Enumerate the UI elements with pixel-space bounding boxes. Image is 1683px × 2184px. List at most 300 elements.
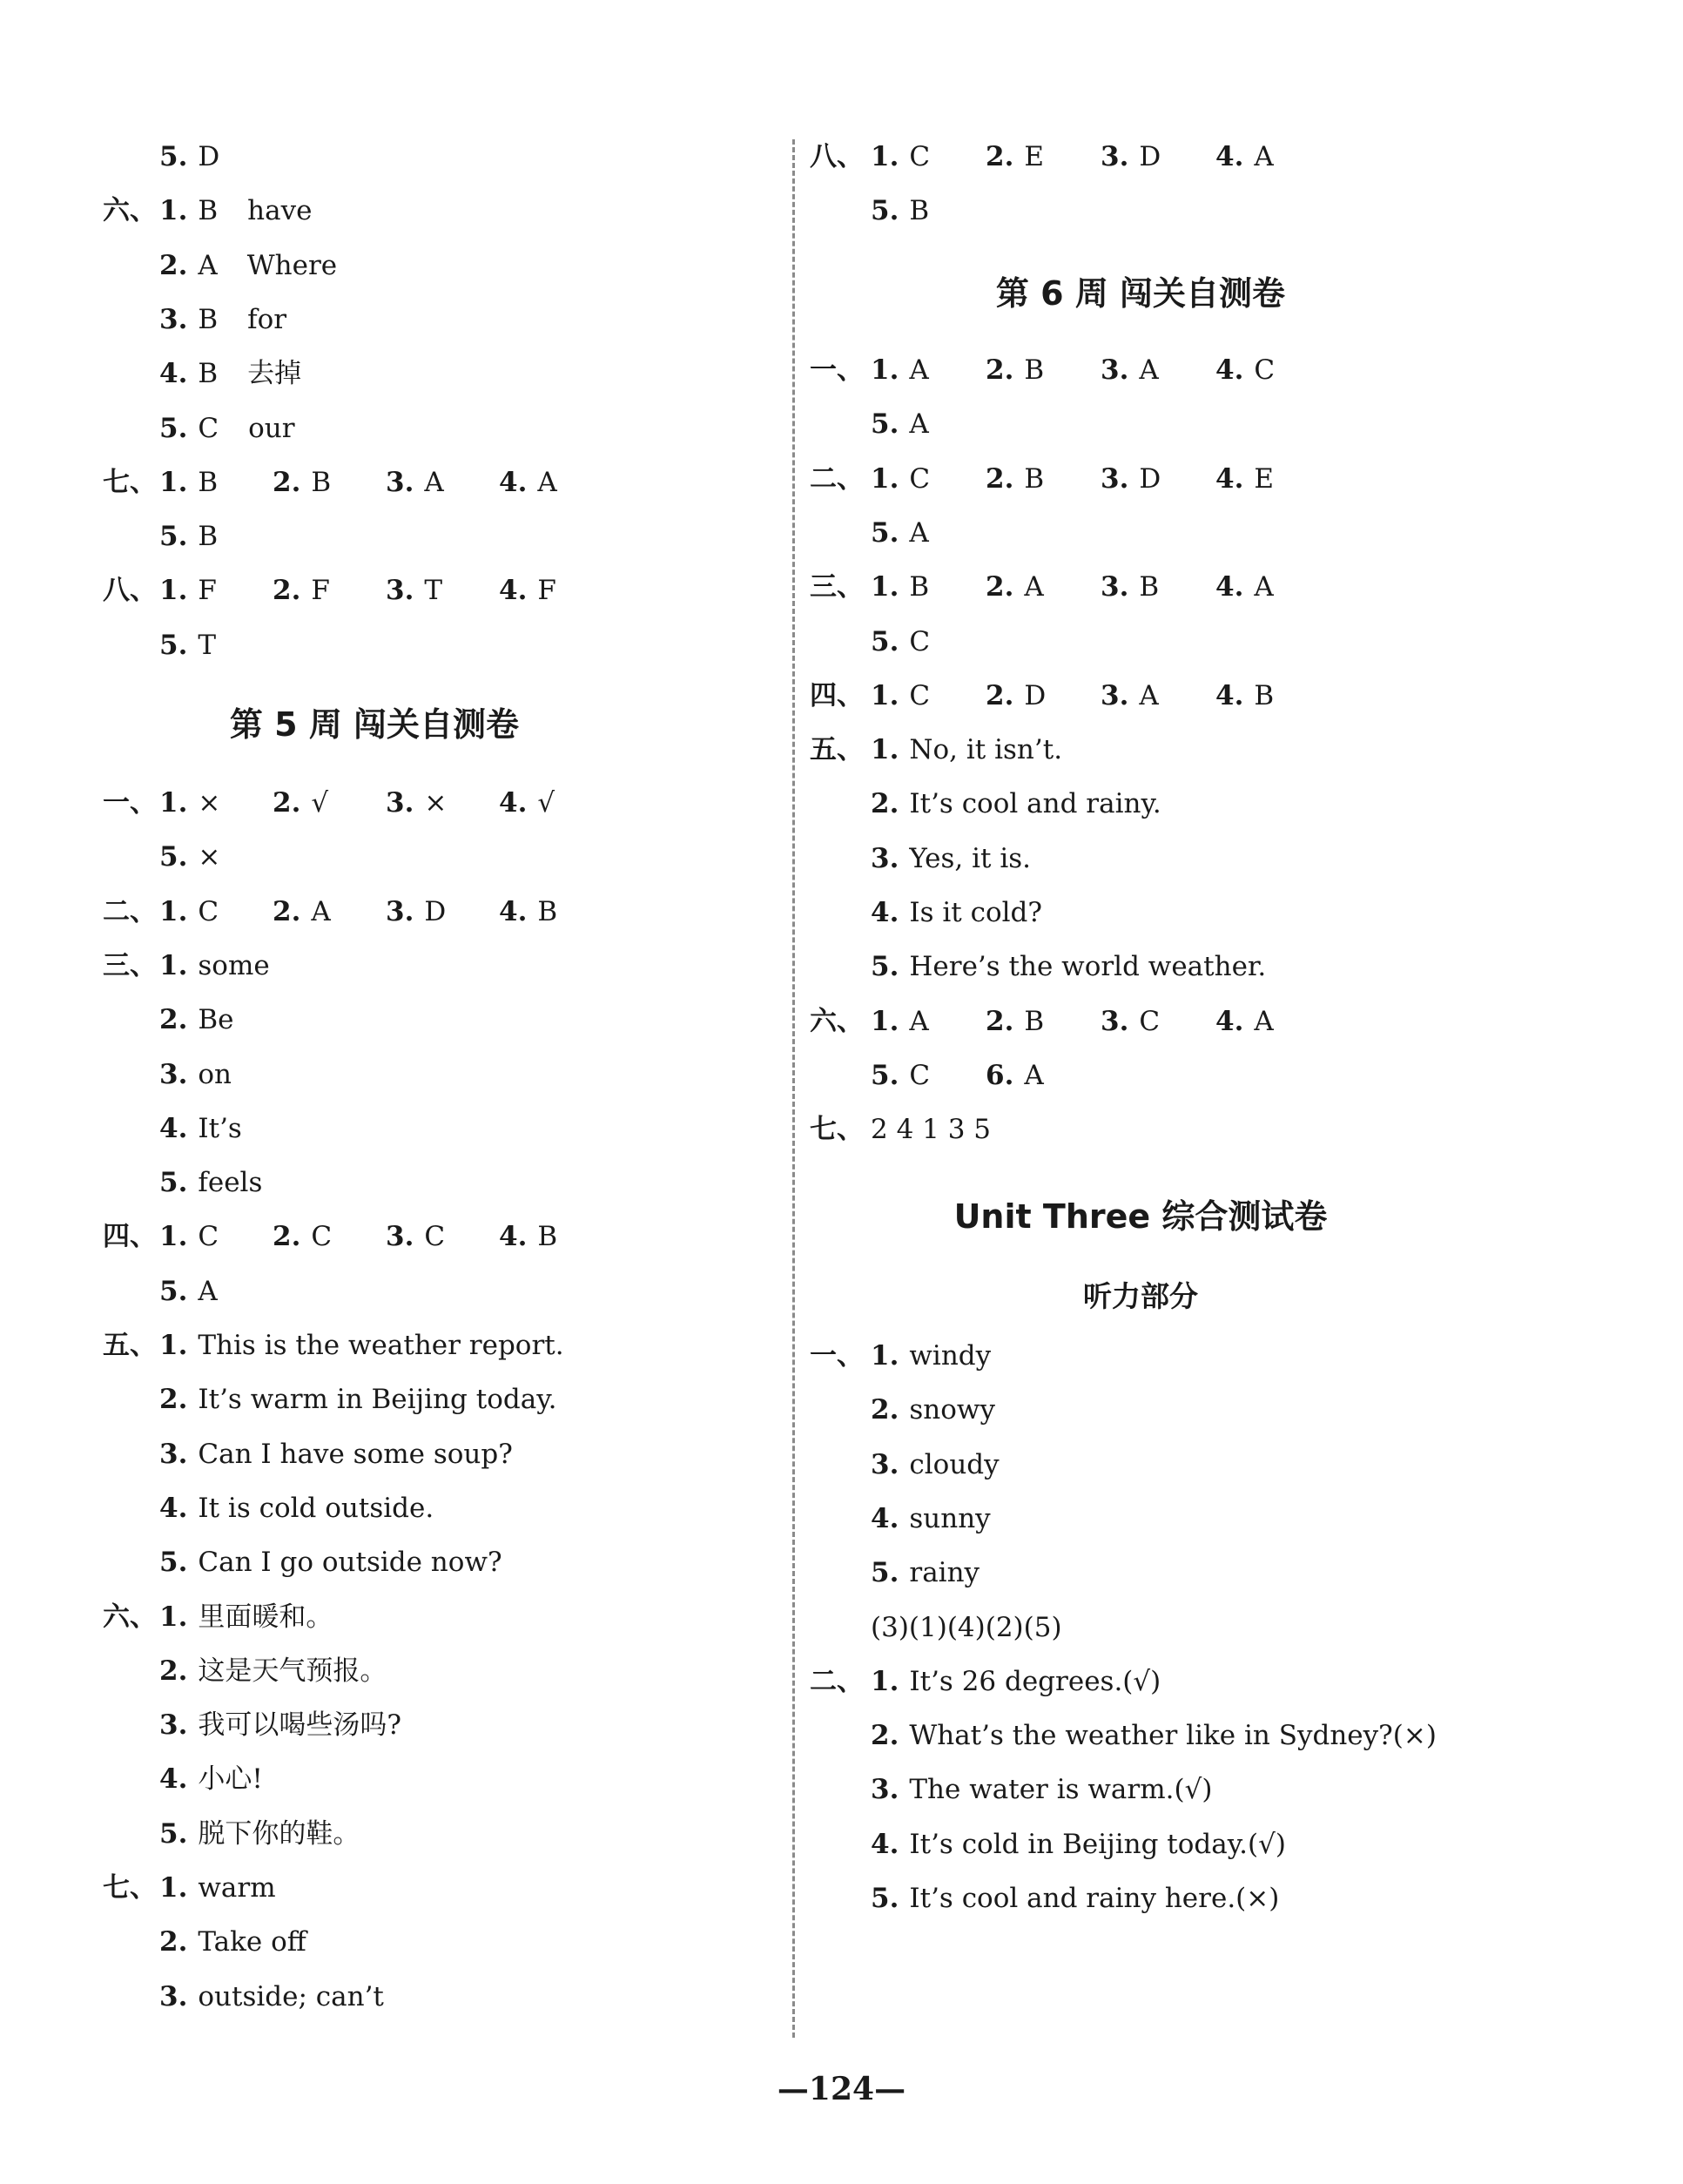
answer-text: B xyxy=(537,896,558,927)
answer-note: have xyxy=(247,195,313,226)
answer-text: A xyxy=(537,467,557,498)
answer-text: outside; can’t xyxy=(198,1981,384,2012)
answer-item xyxy=(159,1319,564,1372)
answer-item xyxy=(986,670,1046,722)
answer-text: B xyxy=(1254,680,1275,711)
question-number: 2. xyxy=(871,1394,899,1426)
question-number: 2. xyxy=(871,1720,899,1751)
answer-item xyxy=(871,1103,991,1156)
question-number: 1. xyxy=(871,571,899,603)
answer-item xyxy=(871,1439,1000,1491)
answer-item xyxy=(871,1655,1161,1708)
section-title: Unit Three 综合测试卷 xyxy=(953,1197,1328,1236)
answer-text: A xyxy=(1139,680,1159,711)
answer-item xyxy=(159,1699,401,1751)
question-number: 1. xyxy=(871,1340,899,1372)
answer-item xyxy=(159,1102,242,1155)
question-number: 4. xyxy=(871,1503,899,1534)
answer-item xyxy=(1215,344,1275,396)
section-number: 二、 xyxy=(103,896,157,927)
answer-row xyxy=(0,293,784,346)
answer-row xyxy=(805,1818,1676,1871)
answer-row xyxy=(805,1493,1676,1545)
question-number: 2. xyxy=(871,788,899,819)
answer-text: A xyxy=(424,467,444,498)
question-number: 5. xyxy=(871,1883,899,1914)
answer-row xyxy=(0,1156,784,1209)
answer-item xyxy=(871,1763,1212,1816)
question-number: 5. xyxy=(871,1060,899,1091)
answer-text: B xyxy=(198,358,219,389)
answer-text: D xyxy=(1139,141,1161,172)
answer-text: C xyxy=(198,413,219,444)
answer-text: B xyxy=(311,467,332,498)
answer-row xyxy=(805,185,1676,237)
answer-row xyxy=(0,777,784,829)
answer-text: C xyxy=(1254,354,1276,386)
question-number: 1. xyxy=(871,680,899,711)
question-number: 5. xyxy=(871,951,899,982)
question-number: 3. xyxy=(159,1059,188,1090)
answer-item xyxy=(159,1808,360,1860)
answer-text: B xyxy=(909,571,930,603)
answer-text: B xyxy=(909,195,930,226)
answer-text: 小心! xyxy=(198,1763,263,1795)
question-number: 4. xyxy=(159,358,188,389)
answer-text: × xyxy=(424,787,448,819)
answer-text: D xyxy=(424,896,447,927)
answer-row xyxy=(0,1210,784,1263)
answer-row xyxy=(0,1428,784,1480)
answer-text: C xyxy=(909,463,931,495)
section-number: 六、 xyxy=(103,1601,157,1633)
answer-row xyxy=(0,1645,784,1697)
section-number: 一、 xyxy=(810,354,864,386)
answer-row xyxy=(805,670,1676,722)
answer-item xyxy=(871,1384,995,1436)
section-number: 七、 xyxy=(103,467,157,498)
question-number: 5. xyxy=(159,841,188,873)
question-number: 3. xyxy=(1101,571,1129,603)
question-number: 4. xyxy=(871,897,899,928)
answer-row xyxy=(0,131,784,183)
answer-note: Where xyxy=(246,250,338,281)
answer-text: Yes, it is. xyxy=(909,843,1032,874)
answer-text: It’s cool and rainy. xyxy=(909,788,1161,819)
answer-text: It’s cool and rainy here.(×) xyxy=(909,1883,1280,1914)
answer-text: C xyxy=(909,626,931,657)
question-number: 3. xyxy=(1101,680,1129,711)
answer-text: cloudy xyxy=(909,1449,1000,1480)
answer-row xyxy=(0,1591,784,1643)
section-number: 六、 xyxy=(103,195,157,226)
question-number: 5. xyxy=(159,1547,188,1578)
question-number: 1. xyxy=(159,575,188,606)
answer-item xyxy=(499,456,557,509)
answer-text: A xyxy=(1139,354,1159,386)
answer-row xyxy=(0,347,784,400)
answer-text: B xyxy=(537,1221,558,1252)
answer-item xyxy=(159,1645,387,1697)
answer-item xyxy=(871,995,929,1048)
section-title: 第 6 周 闯关自测卷 xyxy=(995,274,1286,313)
question-number: 4. xyxy=(871,1829,899,1860)
question-number: 1. xyxy=(159,1872,188,1904)
question-number: 2. xyxy=(986,354,1014,386)
answer-text: A xyxy=(909,517,929,549)
question-number: 1. xyxy=(159,1601,188,1633)
answer-item xyxy=(871,1330,991,1382)
answer-item xyxy=(1215,670,1274,722)
answer-note: our xyxy=(248,413,295,444)
answer-item xyxy=(1101,344,1159,396)
question-number: 4. xyxy=(1215,463,1244,495)
answer-row xyxy=(0,1536,784,1588)
answer-item xyxy=(871,616,930,668)
answer-text: × xyxy=(198,787,221,819)
question-number: 1. xyxy=(159,195,188,226)
question-number: 5. xyxy=(871,517,899,549)
answer-row xyxy=(0,1482,784,1534)
answer-row xyxy=(805,1709,1676,1762)
section-number: 三、 xyxy=(810,571,864,603)
answer-row xyxy=(805,1763,1676,1816)
answer-item xyxy=(386,564,442,617)
question-number: 4. xyxy=(1215,680,1244,711)
question-number: 1. xyxy=(871,1666,899,1697)
question-number: 2. xyxy=(986,141,1014,172)
question-number: 2. xyxy=(273,896,301,927)
answer-row xyxy=(805,832,1676,885)
question-number: 5. xyxy=(159,630,188,661)
answer-item xyxy=(159,619,216,671)
answer-text: snowy xyxy=(909,1394,995,1426)
answer-text: C xyxy=(909,680,931,711)
answer-row xyxy=(0,940,784,992)
question-number: 3. xyxy=(159,1981,188,2012)
answer-text: B xyxy=(1024,463,1045,495)
answer-item xyxy=(871,453,930,505)
answer-text: Be xyxy=(198,1004,234,1035)
question-number: 2. xyxy=(159,1655,188,1687)
answer-row xyxy=(0,1916,784,1968)
answer-item xyxy=(986,1049,1044,1102)
answer-item xyxy=(159,185,312,237)
answer-item xyxy=(159,1536,502,1588)
answer-item xyxy=(159,1428,513,1480)
section-number: 二、 xyxy=(810,1666,864,1697)
answer-item xyxy=(273,886,331,938)
question-number: 3. xyxy=(386,575,414,606)
answer-text: 里面暖和。 xyxy=(198,1601,333,1633)
answer-item xyxy=(159,564,217,617)
page-number: —124— xyxy=(777,2071,906,2107)
answer-row xyxy=(805,1049,1676,1102)
answer-text: A xyxy=(1254,571,1274,603)
answer-row xyxy=(0,1102,784,1155)
answer-item xyxy=(159,777,220,829)
answer-text: 这是天气预报。 xyxy=(198,1655,387,1687)
answer-item xyxy=(871,185,929,237)
answer-item xyxy=(871,398,929,450)
question-number: 3. xyxy=(386,787,414,819)
answer-text: The water is warm.(√) xyxy=(909,1774,1213,1805)
question-number: 5. xyxy=(159,141,188,172)
answer-text: C xyxy=(424,1221,446,1252)
answer-item xyxy=(871,940,1266,993)
answer-row xyxy=(805,616,1676,668)
question-number: 3. xyxy=(1101,463,1129,495)
question-number: 3. xyxy=(871,1449,899,1480)
answer-row xyxy=(805,1103,1676,1156)
section-number: 五、 xyxy=(103,1330,157,1361)
question-number: 4. xyxy=(499,1221,528,1252)
answer-text: A xyxy=(198,1276,218,1307)
answer-text: Can I have some soup? xyxy=(198,1439,513,1470)
answer-text: C xyxy=(909,141,931,172)
answer-text: F xyxy=(311,575,330,606)
answer-item xyxy=(159,131,219,183)
answer-text: × xyxy=(198,841,221,873)
section-number: 四、 xyxy=(103,1221,157,1252)
answer-note: for xyxy=(247,304,287,335)
answer-text: some xyxy=(198,950,270,981)
question-number: 2. xyxy=(159,1926,188,1958)
answer-row xyxy=(0,1265,784,1318)
answer-text: B xyxy=(1024,1006,1045,1037)
answer-item xyxy=(1101,131,1161,183)
answer-item xyxy=(871,1709,1437,1762)
answer-row xyxy=(0,619,784,671)
answer-text: Here’s the world weather. xyxy=(909,951,1267,982)
section-title: 第 5 周 闯关自测卷 xyxy=(229,705,520,744)
answer-item xyxy=(871,1547,980,1599)
answer-item xyxy=(871,344,929,396)
answer-item xyxy=(986,453,1044,505)
answer-row xyxy=(805,724,1676,776)
answer-item xyxy=(386,886,446,938)
answer-row xyxy=(0,1699,784,1751)
answer-item xyxy=(159,347,301,400)
question-number: 1. xyxy=(159,950,188,981)
section-subtitle: 听力部分 xyxy=(1083,1279,1198,1313)
answer-row xyxy=(805,453,1676,505)
answer-item xyxy=(871,1049,930,1102)
answer-row xyxy=(805,1547,1676,1599)
answer-row xyxy=(805,995,1676,1048)
answer-text: D xyxy=(198,141,220,172)
answer-text: No, it isn’t. xyxy=(909,734,1063,765)
answer-item xyxy=(871,1601,1062,1654)
question-number: 2. xyxy=(159,1384,188,1415)
answer-item xyxy=(273,456,331,509)
answer-item xyxy=(986,131,1044,183)
answer-row xyxy=(805,1601,1676,1654)
answer-row xyxy=(805,561,1676,613)
answer-row xyxy=(0,994,784,1046)
answer-item xyxy=(159,1048,232,1101)
answer-item xyxy=(871,670,930,722)
answer-item xyxy=(159,831,220,883)
answer-text: on xyxy=(198,1059,232,1090)
answer-item xyxy=(871,561,929,613)
question-number: 1. xyxy=(159,1221,188,1252)
answer-item xyxy=(871,832,1031,885)
section-number: 二、 xyxy=(810,463,864,495)
answer-item xyxy=(871,1493,991,1545)
section-number: 八、 xyxy=(810,141,864,172)
question-number: 2. xyxy=(986,463,1014,495)
answer-text: F xyxy=(198,575,217,606)
question-number: 4. xyxy=(1215,571,1244,603)
section-number: 七、 xyxy=(103,1872,157,1904)
answer-item xyxy=(273,777,328,829)
answer-row xyxy=(0,831,784,883)
answer-row xyxy=(0,1048,784,1101)
answer-row xyxy=(0,1808,784,1860)
answer-text: T xyxy=(424,575,443,606)
question-number: 3. xyxy=(386,896,414,927)
question-number: 1. xyxy=(159,787,188,819)
answer-row xyxy=(805,1384,1676,1436)
answer-text: C xyxy=(311,1221,333,1252)
answer-item xyxy=(159,1156,262,1209)
question-number: 2. xyxy=(986,571,1014,603)
question-number: 4. xyxy=(159,1493,188,1524)
answer-item xyxy=(1101,561,1159,613)
answer-item xyxy=(159,402,295,455)
question-number: 2. xyxy=(273,787,301,819)
question-number: 4. xyxy=(1215,354,1244,386)
question-number: 2. xyxy=(273,1221,301,1252)
answer-item xyxy=(159,1971,384,2023)
answer-text: B xyxy=(198,304,219,335)
answer-text: √ xyxy=(537,787,555,819)
question-number: 5. xyxy=(871,626,899,657)
answer-text: C xyxy=(909,1060,931,1091)
answer-text: It’s 26 degrees.(√) xyxy=(909,1666,1161,1697)
question-number: 3. xyxy=(159,304,188,335)
question-number: 3. xyxy=(159,1439,188,1470)
answer-text: It’s warm in Beijing today. xyxy=(198,1384,557,1415)
answer-text: Take off xyxy=(198,1926,306,1958)
question-number: 5. xyxy=(159,521,188,552)
question-number: 2. xyxy=(273,575,301,606)
question-number: 2. xyxy=(273,467,301,498)
question-number: 1. xyxy=(871,734,899,765)
answer-item xyxy=(273,1210,332,1263)
question-number: 1. xyxy=(159,467,188,498)
answer-item xyxy=(159,994,234,1046)
answer-text: B xyxy=(1139,571,1160,603)
answer-item xyxy=(159,1862,276,1914)
question-number: 2. xyxy=(159,1004,188,1035)
answer-row xyxy=(0,510,784,563)
section-number: 八、 xyxy=(103,575,157,606)
answer-item xyxy=(871,1818,1286,1871)
answer-text: It’s xyxy=(198,1113,242,1144)
answer-text: B xyxy=(198,467,219,498)
answer-row xyxy=(0,1753,784,1805)
answer-row xyxy=(0,402,784,455)
section-number: 六、 xyxy=(810,1006,864,1037)
answer-item xyxy=(159,293,286,346)
answer-text: B xyxy=(198,521,219,552)
answer-text: 脱下你的鞋。 xyxy=(198,1818,360,1850)
section-number: 七、 xyxy=(810,1114,864,1145)
question-number: 1. xyxy=(871,1006,899,1037)
question-number: 2. xyxy=(986,1006,1014,1037)
answer-item xyxy=(871,886,1042,939)
answer-item xyxy=(871,724,1062,776)
answer-text: B xyxy=(198,195,219,226)
answer-item xyxy=(386,777,447,829)
question-number: 5. xyxy=(159,1818,188,1850)
answer-text: 2 4 1 3 5 xyxy=(871,1114,992,1145)
question-number: 5. xyxy=(871,408,899,440)
answer-row xyxy=(0,564,784,617)
answer-row xyxy=(0,1319,784,1372)
question-number: 4. xyxy=(499,467,528,498)
answer-text: A xyxy=(1254,141,1274,172)
answer-row xyxy=(0,886,784,938)
answer-text: 我可以喝些汤吗? xyxy=(198,1709,401,1741)
answer-text: D xyxy=(1024,680,1047,711)
answer-item xyxy=(499,886,557,938)
answer-item xyxy=(871,507,929,559)
answer-item xyxy=(159,1916,306,1968)
answer-row xyxy=(0,185,784,237)
answer-text: This is the weather report. xyxy=(198,1330,564,1361)
question-number: 5. xyxy=(871,1557,899,1588)
answer-row xyxy=(805,886,1676,939)
answer-text: warm xyxy=(198,1872,276,1904)
question-number: 1. xyxy=(871,354,899,386)
answer-text: E xyxy=(1024,141,1045,172)
answer-item xyxy=(159,1753,263,1805)
answer-item xyxy=(386,1210,445,1263)
answer-text: B xyxy=(1024,354,1045,386)
answer-item xyxy=(1215,995,1274,1048)
answer-item xyxy=(1215,453,1274,505)
question-number: 3. xyxy=(159,1709,188,1741)
answer-row xyxy=(0,1971,784,2023)
question-number: 5. xyxy=(159,1276,188,1307)
answer-text: A xyxy=(909,408,929,440)
answer-row xyxy=(805,1872,1676,1924)
answer-item xyxy=(986,561,1044,613)
answer-row xyxy=(805,398,1676,450)
answer-item xyxy=(159,940,270,992)
question-number: 3. xyxy=(386,1221,414,1252)
answer-text: It’s cold in Beijing today.(√) xyxy=(909,1829,1286,1860)
answer-item xyxy=(159,456,218,509)
answer-item xyxy=(159,239,337,292)
answer-text: C xyxy=(1139,1006,1161,1037)
answer-row xyxy=(805,344,1676,396)
question-number: 2. xyxy=(159,250,188,281)
question-number: 4. xyxy=(159,1763,188,1795)
answer-row xyxy=(805,1655,1676,1708)
answer-row xyxy=(805,1330,1676,1382)
question-number: 1. xyxy=(159,896,188,927)
answer-item xyxy=(986,995,1044,1048)
answer-item xyxy=(159,1265,218,1318)
answer-text: C xyxy=(198,896,219,927)
question-number: 3. xyxy=(1101,141,1129,172)
column-divider xyxy=(792,139,795,2038)
answer-item xyxy=(1101,670,1159,722)
